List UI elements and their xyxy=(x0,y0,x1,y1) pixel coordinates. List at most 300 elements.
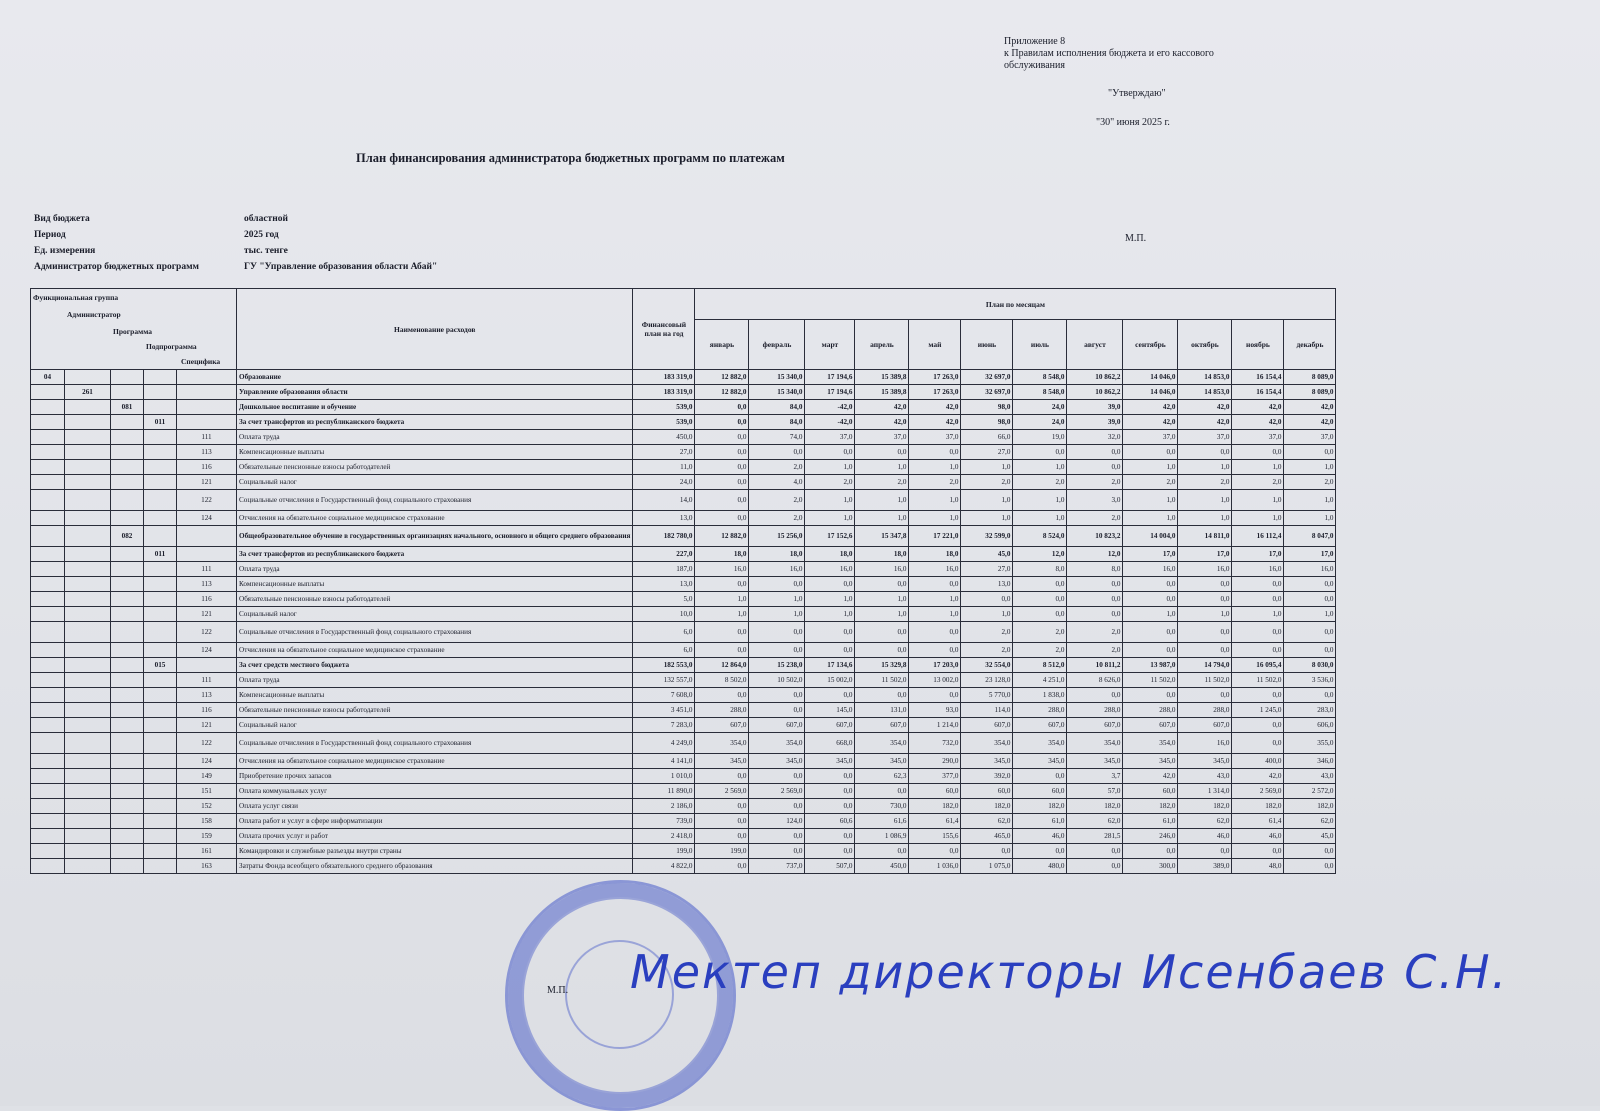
expense-name: Оплата труда xyxy=(237,673,633,688)
code-cell xyxy=(65,769,111,784)
month-value-cell: 0,0 xyxy=(1067,844,1123,859)
month-value-cell: 1,0 xyxy=(909,511,961,526)
code-cell: 151 xyxy=(177,784,237,799)
month-value-cell: 114,0 xyxy=(961,703,1013,718)
month-value-cell: 0,0 xyxy=(695,859,749,874)
code-cell: 121 xyxy=(177,718,237,733)
expense-name: Общеобразовательное обучение в государственных организациях начального, основного и общего среднего образования xyxy=(237,526,633,547)
month-value-cell: 17,0 xyxy=(1232,547,1284,562)
month-value-cell: 0,0 xyxy=(1178,445,1232,460)
month-header: май xyxy=(909,320,961,370)
month-value-cell: 17 263,0 xyxy=(909,385,961,400)
code-cell: 04 xyxy=(31,370,65,385)
month-value-cell: 0,0 xyxy=(1013,607,1067,622)
table-row xyxy=(31,814,1336,829)
month-value-cell: 345,0 xyxy=(1178,754,1232,769)
code-cell xyxy=(31,490,65,511)
meta-value: областной xyxy=(244,214,288,224)
table-row xyxy=(31,799,1336,814)
code-cell xyxy=(65,370,111,385)
month-value-cell: 288,0 xyxy=(1013,703,1067,718)
month-value-cell: 24,0 xyxy=(1013,415,1067,430)
month-value-cell: 18,0 xyxy=(749,547,805,562)
month-value-cell: 8 626,0 xyxy=(1067,673,1123,688)
month-value-cell: 12,0 xyxy=(1013,547,1067,562)
code-cell xyxy=(65,733,111,754)
month-value-cell: 0,0 xyxy=(1178,577,1232,592)
month-value-cell: 0,0 xyxy=(909,688,961,703)
month-value-cell: 3 536,0 xyxy=(1284,673,1336,688)
code-cell xyxy=(177,385,237,400)
code-cell xyxy=(144,430,177,445)
month-value-cell: 37,0 xyxy=(805,430,855,445)
month-value-cell: 0,0 xyxy=(1284,859,1336,874)
code-cell xyxy=(31,592,65,607)
month-value-cell: 37,0 xyxy=(855,430,909,445)
code-cell xyxy=(31,526,65,547)
expense-name: Оплата труда xyxy=(237,430,633,445)
code-cell xyxy=(111,733,144,754)
month-value-cell: 4 251,0 xyxy=(1013,673,1067,688)
month-value-cell: 0,0 xyxy=(695,475,749,490)
annual-plan-cell: 4 249,0 xyxy=(633,733,695,754)
month-value-cell: 0,0 xyxy=(1284,622,1336,643)
annual-plan-cell: 2 418,0 xyxy=(633,829,695,844)
code-cell xyxy=(144,490,177,511)
expense-name: Обязательные пенсионные взносы работодателей xyxy=(237,592,633,607)
code-cell: 261 xyxy=(65,385,111,400)
code-cell xyxy=(111,592,144,607)
month-value-cell: 1,0 xyxy=(1123,607,1178,622)
month-value-cell: 281,5 xyxy=(1067,829,1123,844)
month-value-cell: 1,0 xyxy=(1284,490,1336,511)
month-value-cell: 42,0 xyxy=(855,400,909,415)
month-value-cell: 84,0 xyxy=(749,415,805,430)
month-value-cell: 42,0 xyxy=(1232,769,1284,784)
month-value-cell: 124,0 xyxy=(749,814,805,829)
hier-label-subprogram: Подпрограмма xyxy=(146,342,197,351)
code-cell xyxy=(111,673,144,688)
month-value-cell: 1,0 xyxy=(855,592,909,607)
seal-place-bottom: М.П. xyxy=(547,985,569,996)
month-value-cell: 2,0 xyxy=(855,475,909,490)
month-value-cell: 8 089,0 xyxy=(1284,385,1336,400)
code-cell: 124 xyxy=(177,643,237,658)
month-header: апрель xyxy=(855,320,909,370)
table-row xyxy=(31,859,1336,874)
expense-name: Социальные отчисления в Государственный фонд социального страхования xyxy=(237,490,633,511)
month-value-cell: 0,0 xyxy=(805,445,855,460)
month-value-cell: 10 811,2 xyxy=(1067,658,1123,673)
code-cell xyxy=(177,370,237,385)
month-value-cell: 42,0 xyxy=(1178,415,1232,430)
month-value-cell: 98,0 xyxy=(961,415,1013,430)
month-value-cell: 13,0 xyxy=(961,577,1013,592)
page-title: План финансирования администратора бюджетных программ по платежам xyxy=(356,151,785,165)
code-cell: 116 xyxy=(177,460,237,475)
annual-plan-cell: 10,0 xyxy=(633,607,695,622)
month-value-cell: 0,0 xyxy=(1232,643,1284,658)
month-value-cell: 0,0 xyxy=(1284,643,1336,658)
expense-name: Обязательные пенсионные взносы работодателей xyxy=(237,703,633,718)
code-cell xyxy=(65,547,111,562)
month-value-cell: 8 548,0 xyxy=(1013,370,1067,385)
month-header: январь xyxy=(695,320,749,370)
month-value-cell: 0,0 xyxy=(1123,445,1178,460)
month-value-cell: 0,0 xyxy=(805,799,855,814)
month-value-cell: 0,0 xyxy=(805,688,855,703)
month-value-cell: 0,0 xyxy=(1123,622,1178,643)
month-value-cell: 0,0 xyxy=(695,460,749,475)
month-value-cell: 155,6 xyxy=(909,829,961,844)
month-value-cell: 74,0 xyxy=(749,430,805,445)
month-value-cell: 354,0 xyxy=(961,733,1013,754)
month-value-cell: 0,0 xyxy=(1067,577,1123,592)
month-value-cell: 1 086,9 xyxy=(855,829,909,844)
month-value-cell: 0,0 xyxy=(805,622,855,643)
month-value-cell: 66,0 xyxy=(961,430,1013,445)
month-value-cell: 17,0 xyxy=(1123,547,1178,562)
month-value-cell: 62,0 xyxy=(1284,814,1336,829)
code-cell: 149 xyxy=(177,769,237,784)
code-cell xyxy=(144,769,177,784)
month-value-cell: 37,0 xyxy=(1284,430,1336,445)
month-value-cell: 2,0 xyxy=(1013,475,1067,490)
month-value-cell: 1,0 xyxy=(961,460,1013,475)
month-value-cell: 0,0 xyxy=(1013,577,1067,592)
month-value-cell: 345,0 xyxy=(749,754,805,769)
month-value-cell: 60,6 xyxy=(805,814,855,829)
month-value-cell: 60,0 xyxy=(961,784,1013,799)
month-value-cell: 46,0 xyxy=(1232,829,1284,844)
code-cell: 121 xyxy=(177,607,237,622)
month-value-cell: 1,0 xyxy=(909,607,961,622)
month-value-cell: 42,0 xyxy=(1178,400,1232,415)
month-value-cell: 16,0 xyxy=(1284,562,1336,577)
month-value-cell: 2,0 xyxy=(961,475,1013,490)
annual-plan-cell: 7 283,0 xyxy=(633,718,695,733)
annual-plan-cell: 187,0 xyxy=(633,562,695,577)
appendix-line-2: к Правилам исполнения бюджета и его кассового обслуживания xyxy=(1004,48,1214,71)
month-value-cell: 8,0 xyxy=(1067,562,1123,577)
code-cell xyxy=(111,754,144,769)
month-value-cell: 0,0 xyxy=(1284,445,1336,460)
month-value-cell: 2,0 xyxy=(1067,511,1123,526)
code-cell xyxy=(65,577,111,592)
code-cell xyxy=(144,562,177,577)
month-value-cell: 16 095,4 xyxy=(1232,658,1284,673)
month-value-cell: 354,0 xyxy=(749,733,805,754)
month-value-cell: 10 502,0 xyxy=(749,673,805,688)
month-value-cell: 345,0 xyxy=(695,754,749,769)
month-value-cell: 0,0 xyxy=(855,844,909,859)
month-value-cell: 1,0 xyxy=(1178,607,1232,622)
month-value-cell: 2,0 xyxy=(749,460,805,475)
code-cell xyxy=(31,643,65,658)
month-value-cell: 0,0 xyxy=(961,592,1013,607)
expense-name: Затраты Фонда всеобщего обязательного среднего образования xyxy=(237,859,633,874)
month-value-cell: 45,0 xyxy=(961,547,1013,562)
month-value-cell: 0,0 xyxy=(1178,622,1232,643)
month-value-cell: 3,0 xyxy=(1067,490,1123,511)
month-value-cell: 62,0 xyxy=(961,814,1013,829)
code-cell xyxy=(111,385,144,400)
month-value-cell: 1,0 xyxy=(1284,511,1336,526)
code-cell: 111 xyxy=(177,430,237,445)
approval-date: "30" июня 2025 г. xyxy=(1096,117,1170,128)
table-row xyxy=(31,370,1336,385)
month-value-cell: 0,0 xyxy=(749,829,805,844)
table-row xyxy=(31,592,1336,607)
code-cell xyxy=(144,718,177,733)
month-value-cell: 0,0 xyxy=(1123,688,1178,703)
code-cell: 116 xyxy=(177,592,237,607)
code-cell: 011 xyxy=(144,547,177,562)
code-cell: 121 xyxy=(177,475,237,490)
month-value-cell: 1 245,0 xyxy=(1232,703,1284,718)
month-value-cell: 182,0 xyxy=(1232,799,1284,814)
month-value-cell: 42,0 xyxy=(1232,415,1284,430)
month-value-cell: 16,0 xyxy=(909,562,961,577)
code-cell xyxy=(111,511,144,526)
month-value-cell: 246,0 xyxy=(1123,829,1178,844)
code-cell: 122 xyxy=(177,490,237,511)
month-value-cell: 42,0 xyxy=(1284,400,1336,415)
code-cell xyxy=(144,511,177,526)
month-value-cell: 607,0 xyxy=(961,718,1013,733)
month-value-cell: 45,0 xyxy=(1284,829,1336,844)
code-cell: 011 xyxy=(144,415,177,430)
month-value-cell: 1 838,0 xyxy=(1013,688,1067,703)
code-cell xyxy=(111,718,144,733)
month-value-cell: 17 221,0 xyxy=(909,526,961,547)
month-value-cell: 8 502,0 xyxy=(695,673,749,688)
month-value-cell: 2 569,0 xyxy=(695,784,749,799)
month-value-cell: 0,0 xyxy=(1178,592,1232,607)
table-row xyxy=(31,547,1336,562)
month-value-cell: 0,0 xyxy=(1067,592,1123,607)
month-value-cell: 16,0 xyxy=(805,562,855,577)
table-row xyxy=(31,475,1336,490)
month-value-cell: 288,0 xyxy=(1178,703,1232,718)
month-value-cell: 0,0 xyxy=(1013,445,1067,460)
code-cell: 161 xyxy=(177,844,237,859)
code-cell xyxy=(144,622,177,643)
month-value-cell: 0,0 xyxy=(1123,643,1178,658)
month-value-cell: 27,0 xyxy=(961,445,1013,460)
code-cell xyxy=(144,370,177,385)
annual-plan-cell: 2 186,0 xyxy=(633,799,695,814)
code-cell xyxy=(111,415,144,430)
code-cell: 111 xyxy=(177,562,237,577)
month-value-cell: 0,0 xyxy=(749,445,805,460)
month-value-cell: 15 340,0 xyxy=(749,370,805,385)
month-value-cell: 43,0 xyxy=(1284,769,1336,784)
month-value-cell: 0,0 xyxy=(749,622,805,643)
table-row xyxy=(31,643,1336,658)
code-cell xyxy=(111,859,144,874)
table-row xyxy=(31,385,1336,400)
month-value-cell: 1 214,0 xyxy=(909,718,961,733)
month-value-cell: 19,0 xyxy=(1013,430,1067,445)
code-cell xyxy=(65,754,111,769)
month-value-cell: 199,0 xyxy=(695,844,749,859)
expense-name: Оплата труда xyxy=(237,562,633,577)
annual-plan-cell: 182 553,0 xyxy=(633,658,695,673)
month-value-cell: 0,0 xyxy=(749,577,805,592)
month-value-cell: 27,0 xyxy=(961,562,1013,577)
month-value-cell: 732,0 xyxy=(909,733,961,754)
month-value-cell: 14 046,0 xyxy=(1123,385,1178,400)
code-cell: 082 xyxy=(111,526,144,547)
table-row xyxy=(31,490,1336,511)
expense-name: Оплата услуг связи xyxy=(237,799,633,814)
hier-label-specific: Специфика xyxy=(181,357,221,366)
annual-plan-cell: 183 319,0 xyxy=(633,385,695,400)
month-value-cell: 2,0 xyxy=(749,490,805,511)
month-value-cell: 607,0 xyxy=(749,718,805,733)
month-value-cell: 2,0 xyxy=(1284,475,1336,490)
code-cell xyxy=(111,622,144,643)
meta-label: Вид бюджета xyxy=(34,214,90,224)
month-header: август xyxy=(1067,320,1123,370)
month-value-cell: 14 046,0 xyxy=(1123,370,1178,385)
month-value-cell: 1 036,0 xyxy=(909,859,961,874)
month-value-cell: 61,0 xyxy=(1123,814,1178,829)
month-value-cell: 0,0 xyxy=(695,769,749,784)
expense-name: Образование xyxy=(237,370,633,385)
month-value-cell: 12 882,0 xyxy=(695,385,749,400)
month-value-cell: 346,0 xyxy=(1284,754,1336,769)
code-cell xyxy=(31,607,65,622)
expense-name: Социальные отчисления в Государственный фонд социального страхования xyxy=(237,622,633,643)
code-cell xyxy=(111,643,144,658)
month-value-cell: 61,6 xyxy=(855,814,909,829)
month-value-cell: 5 770,0 xyxy=(961,688,1013,703)
month-value-cell: 354,0 xyxy=(1123,733,1178,754)
meta-label: Администратор бюджетных программ xyxy=(34,262,200,272)
month-value-cell: 32,0 xyxy=(1067,430,1123,445)
code-cell xyxy=(111,799,144,814)
month-value-cell: 10 862,2 xyxy=(1067,370,1123,385)
month-value-cell: 1,0 xyxy=(695,592,749,607)
month-value-cell: 507,0 xyxy=(805,859,855,874)
month-value-cell: 1,0 xyxy=(805,511,855,526)
month-value-cell: 182,0 xyxy=(1123,799,1178,814)
month-value-cell: 32 599,0 xyxy=(961,526,1013,547)
month-value-cell: 17 152,6 xyxy=(805,526,855,547)
annual-plan-cell: 5,0 xyxy=(633,592,695,607)
code-cell xyxy=(65,814,111,829)
month-value-cell: 0,0 xyxy=(695,622,749,643)
month-value-cell: 32 554,0 xyxy=(961,658,1013,673)
month-value-cell: 12,0 xyxy=(1067,547,1123,562)
annual-plan-cell: 539,0 xyxy=(633,415,695,430)
month-value-cell: 389,0 xyxy=(1178,859,1232,874)
code-cell: 113 xyxy=(177,688,237,703)
annual-plan-cell: 11 890,0 xyxy=(633,784,695,799)
code-cell: 015 xyxy=(144,658,177,673)
month-value-cell: 12 882,0 xyxy=(695,526,749,547)
hier-label-group: Функциональная группа xyxy=(33,293,119,302)
month-value-cell: 354,0 xyxy=(1067,733,1123,754)
month-value-cell: 17,0 xyxy=(1284,547,1336,562)
code-cell xyxy=(65,400,111,415)
month-value-cell: 0,0 xyxy=(855,688,909,703)
code-cell xyxy=(144,607,177,622)
month-value-cell: 354,0 xyxy=(695,733,749,754)
month-value-cell: 0,0 xyxy=(909,844,961,859)
code-cell xyxy=(31,829,65,844)
month-value-cell: 2,0 xyxy=(1123,475,1178,490)
month-value-cell: 1 075,0 xyxy=(961,859,1013,874)
month-value-cell: 0,0 xyxy=(695,829,749,844)
code-cell: 163 xyxy=(177,859,237,874)
month-value-cell: 1,0 xyxy=(909,490,961,511)
month-value-cell: 0,0 xyxy=(855,577,909,592)
month-value-cell: 18,0 xyxy=(695,547,749,562)
month-value-cell: 1,0 xyxy=(749,607,805,622)
month-value-cell: 607,0 xyxy=(805,718,855,733)
table-row xyxy=(31,526,1336,547)
code-cell xyxy=(111,370,144,385)
code-cell xyxy=(111,829,144,844)
month-value-cell: 18,0 xyxy=(909,547,961,562)
table-row xyxy=(31,769,1336,784)
code-cell xyxy=(65,475,111,490)
code-cell xyxy=(31,415,65,430)
code-cell xyxy=(177,526,237,547)
code-cell xyxy=(31,718,65,733)
month-value-cell: 1,0 xyxy=(1232,490,1284,511)
month-value-cell: 0,0 xyxy=(695,643,749,658)
month-value-cell: 11 502,0 xyxy=(855,673,909,688)
code-cell xyxy=(31,577,65,592)
code-cell xyxy=(111,814,144,829)
month-value-cell: 8 512,0 xyxy=(1013,658,1067,673)
months-header: План по месяцам xyxy=(695,289,1336,320)
annual-plan-cell: 539,0 xyxy=(633,400,695,415)
month-value-cell: 15 329,8 xyxy=(855,658,909,673)
month-value-cell: 300,0 xyxy=(1123,859,1178,874)
month-value-cell: 17 194,6 xyxy=(805,370,855,385)
month-value-cell: 1,0 xyxy=(1178,460,1232,475)
code-cell xyxy=(65,658,111,673)
month-value-cell: 607,0 xyxy=(1013,718,1067,733)
code-cell xyxy=(144,592,177,607)
annual-plan-cell: 14,0 xyxy=(633,490,695,511)
annual-plan-cell: 4 141,0 xyxy=(633,754,695,769)
table-row xyxy=(31,607,1336,622)
code-cell: 111 xyxy=(177,673,237,688)
month-value-cell: 48,0 xyxy=(1232,859,1284,874)
code-cell xyxy=(65,703,111,718)
month-value-cell: 62,0 xyxy=(1067,814,1123,829)
month-value-cell: 0,0 xyxy=(805,844,855,859)
month-value-cell: 0,0 xyxy=(1013,844,1067,859)
month-value-cell: 17,0 xyxy=(1178,547,1232,562)
expense-name: Оплата работ и услуг в сфере информатизации xyxy=(237,814,633,829)
month-value-cell: 61,4 xyxy=(909,814,961,829)
code-cell xyxy=(31,754,65,769)
month-value-cell: 0,0 xyxy=(1232,577,1284,592)
code-cell xyxy=(65,688,111,703)
expense-name: Управление образования области xyxy=(237,385,633,400)
code-cell xyxy=(144,460,177,475)
month-value-cell: 0,0 xyxy=(805,784,855,799)
annual-plan-cell: 227,0 xyxy=(633,547,695,562)
month-value-cell: 43,0 xyxy=(1178,769,1232,784)
